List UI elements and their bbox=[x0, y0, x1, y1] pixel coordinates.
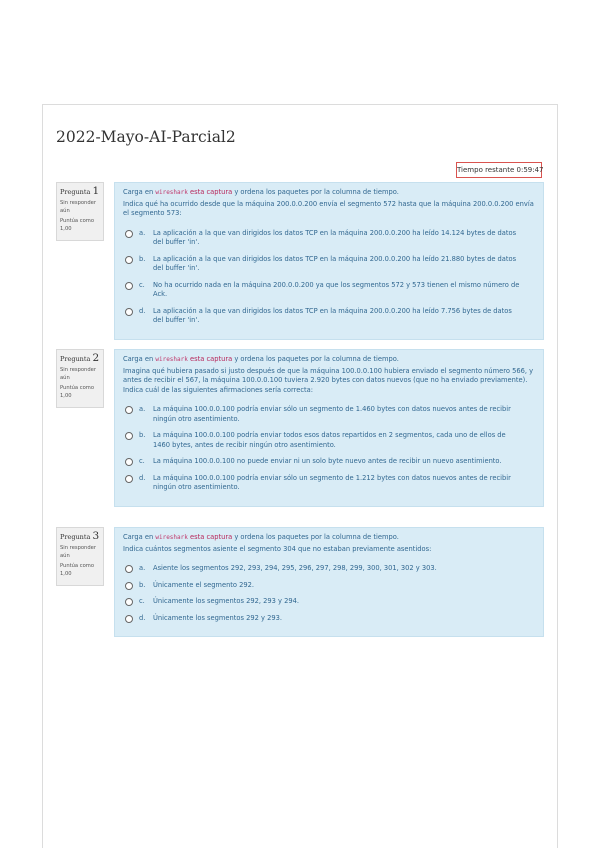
answer-list bbox=[123, 229, 535, 326]
code-snippet: wireshark bbox=[155, 356, 188, 363]
radio-button[interactable] bbox=[125, 308, 133, 316]
radio-button[interactable] bbox=[125, 432, 133, 440]
answer-list bbox=[123, 564, 535, 623]
radio-button[interactable] bbox=[125, 282, 133, 290]
answer-option[interactable]: c. No ha ocurrido nada en la máquina 200.0.0.200 ya que los segmentos 572 y 573 tienen el mismo número de Ack. bbox=[123, 281, 535, 300]
question-info-3 bbox=[56, 527, 104, 586]
radio-button[interactable] bbox=[125, 582, 133, 590]
radio-button[interactable] bbox=[125, 458, 133, 466]
page-title: 2022-Mayo-AI-Parcial2 bbox=[56, 128, 236, 146]
question-state: Sin responder aún bbox=[60, 545, 96, 559]
question-intro: Carga en wireshark esta captura y ordena los paquetes por la columna de tiempo. bbox=[123, 533, 399, 541]
question-intro: Carga en wireshark esta captura y ordena los paquetes por la columna de tiempo. bbox=[123, 355, 399, 363]
radio-button[interactable] bbox=[125, 565, 133, 573]
question-info-1 bbox=[56, 182, 104, 241]
question-info-2 bbox=[56, 349, 104, 408]
answer-list bbox=[123, 405, 535, 493]
question-state: Sin responder aún bbox=[60, 200, 96, 214]
radio-button[interactable] bbox=[125, 406, 133, 414]
capture-link[interactable]: esta captura bbox=[187, 533, 233, 541]
question-content-1 bbox=[114, 182, 544, 340]
capture-link[interactable]: esta captura bbox=[187, 188, 233, 196]
answer-option[interactable]: a. La aplicación a la que van dirigidos los datos TCP en la máquina 200.0.0.200 ha leído 14.124 bytes de datos del buffer 'in'. bbox=[123, 229, 535, 248]
answer-option[interactable]: d. La máquina 100.0.0.100 podría enviar sólo un segmento de 1.212 bytes con datos nuevos antes de recibir ningún otro asentimiento. bbox=[123, 474, 535, 493]
radio-button[interactable] bbox=[125, 256, 133, 264]
question-number: Pregunta 2 bbox=[60, 352, 100, 364]
code-snippet: wireshark bbox=[155, 189, 188, 196]
question-prompt: Indica qué ha ocurrido desde que la máquina 200.0.0.200 envía el segmento 572 hasta que la máquina 200.0.0.200 envía el segmento 573: bbox=[123, 199, 534, 217]
question-number: Pregunta 1 bbox=[60, 185, 100, 197]
question-content-3 bbox=[114, 527, 544, 637]
capture-link[interactable]: esta captura bbox=[187, 355, 233, 363]
answer-option[interactable]: a. La máquina 100.0.0.100 podría enviar sólo un segmento de 1.460 bytes con datos nuevos antes de recibir ningún otro asentimiento. bbox=[123, 405, 535, 424]
question-prompt: Imagina qué hubiera pasado si justo después de que la máquina 100.0.0.100 hubiera enviado el segmento número 566, y antes de recibir el 567, la máquina 100.0.0.100 tuviera 2.920 bytes con datos nuevos (que no ha enviado previamente). Indica cuál de las siguientes afirmaciones sería correcta: bbox=[123, 366, 534, 394]
answer-option[interactable]: b. La máquina 100.0.0.100 podría enviar todos esos datos repartidos en 2 segmentos, cada uno de ellos de 1460 bytes, antes de recibir ningún otro asentimiento. bbox=[123, 431, 535, 450]
question-content-2 bbox=[114, 349, 544, 507]
radio-button[interactable] bbox=[125, 230, 133, 238]
question-intro: Carga en wireshark esta captura y ordena los paquetes por la columna de tiempo. bbox=[123, 188, 399, 196]
question-state: Sin responder aún bbox=[60, 367, 96, 381]
answer-option[interactable]: a. Asiente los segmentos 292, 293, 294, 295, 296, 297, 298, 299, 300, 301, 302 y 303. bbox=[123, 564, 535, 574]
answer-option[interactable]: b. La aplicación a la que van dirigidos los datos TCP en la máquina 200.0.0.200 ha leído 21.880 bytes de datos del buffer 'in'. bbox=[123, 255, 535, 274]
question-grade: Puntúa como 1,00 bbox=[60, 385, 95, 399]
radio-button[interactable] bbox=[125, 615, 133, 623]
radio-button[interactable] bbox=[125, 475, 133, 483]
question-prompt: Indica cuántos segmentos asiente el segmento 304 que no estaban previamente asentidos: bbox=[123, 544, 432, 553]
answer-option[interactable]: c. La máquina 100.0.0.100 no puede enviar ni un solo byte nuevo antes de recibir un nuevo asentimiento. bbox=[123, 457, 535, 467]
answer-option[interactable]: d. Únicamente los segmentos 292 y 293. bbox=[123, 614, 535, 624]
answer-option[interactable]: d. La aplicación a la que van dirigidos los datos TCP en la máquina 200.0.0.200 ha leído 7.756 bytes de datos del buffer 'in'. bbox=[123, 307, 535, 326]
question-grade: Puntúa como 1,00 bbox=[60, 218, 95, 232]
answer-option[interactable]: c. Únicamente los segmentos 292, 293 y 294. bbox=[123, 597, 535, 607]
question-grade: Puntúa como 1,00 bbox=[60, 563, 95, 577]
question-number: Pregunta 3 bbox=[60, 530, 100, 542]
answer-option[interactable]: b. Únicamente el segmento 292. bbox=[123, 581, 535, 591]
code-snippet: wireshark bbox=[155, 534, 188, 541]
radio-button[interactable] bbox=[125, 598, 133, 606]
timer-badge: Tiempo restante 0:59:47 bbox=[456, 162, 542, 178]
